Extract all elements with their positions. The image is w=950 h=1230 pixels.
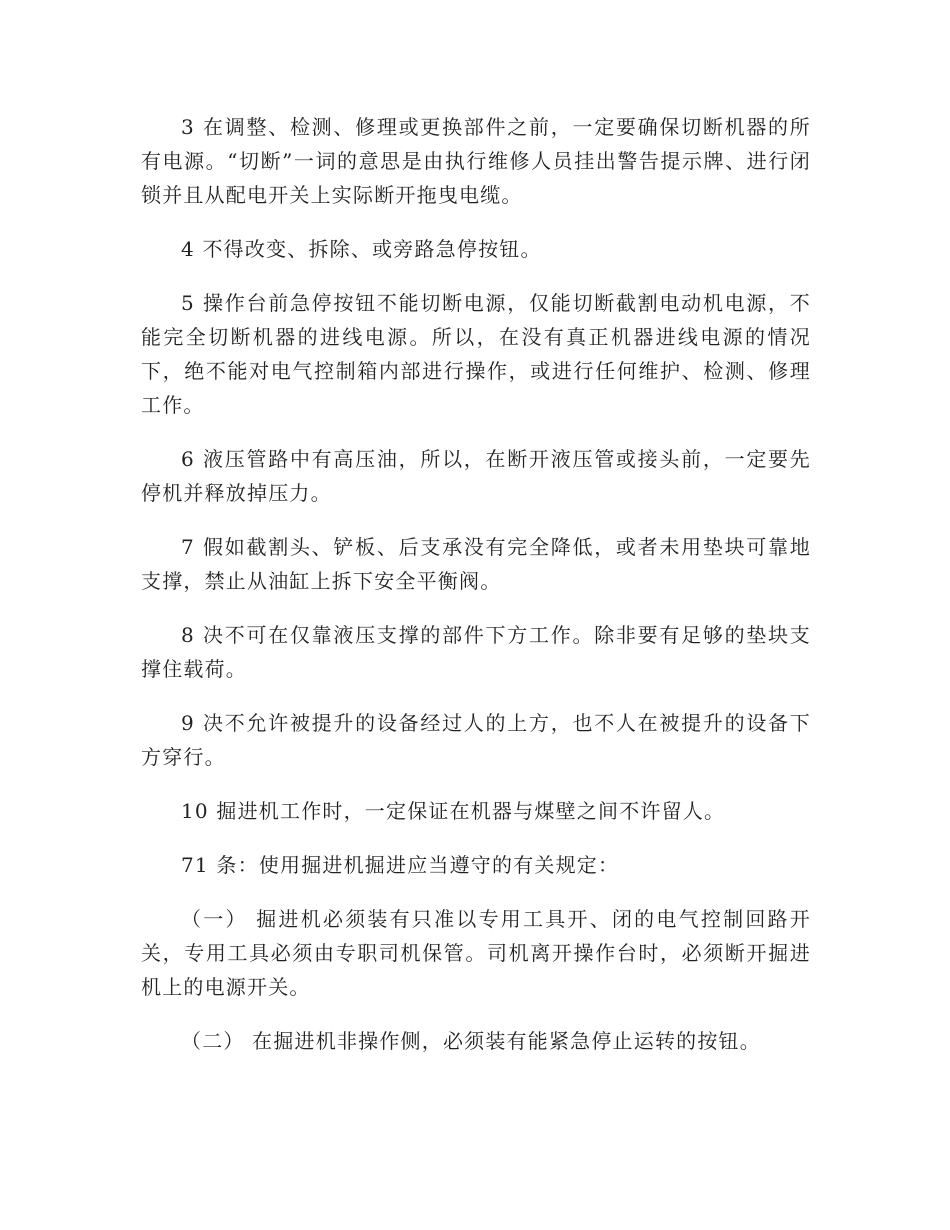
document-body <box>141 110 811 1078</box>
article-71-heading: 71 条：使用掘进机掘进应当遵守的有关规定： <box>181 853 620 877</box>
paragraph-item-3: 3 在调整、检测、修理或更换部件之前，一定要确保切断机器的所有电源。“切断”一词的意思是由执行维修人员挂出警告提示牌、进行闭锁并且从配电开关上实际断开拖曳电缆。 <box>141 115 811 207</box>
paragraph-item-9: 9 决不允许被提升的设备经过人的上方，也不人在被提升的设备下方穿行。 <box>141 711 811 769</box>
paragraph-item-10: 10 掘进机工作时，一定保证在机器与煤壁之间不许留人。 <box>181 799 726 823</box>
paragraph-item-5: 5 操作台前急停按钮不能切断电源，仅能切断截割电动机电源，不能完全切断机器的进线电源。所以，在没有真正机器进线电源的情况下，绝不能对电气控制箱内部进行操作，或进行任何维护、检测、修理工作。 <box>141 291 811 417</box>
paragraph-item-7: 7 假如截割头、铲板、后支承没有完全降低，或者未用垫块可靠地支撑，禁止从油缸上拆下安全平衡阀。 <box>141 535 811 593</box>
paragraph-item-4: 4 不得改变、拆除、或旁路急停按钮。 <box>181 237 542 261</box>
paragraph-item-8: 8 决不可在仅靠液压支撑的部件下方工作。除非要有足够的垫块支撑住载荷。 <box>141 623 811 681</box>
clause-2: （二） 在掘进机非操作侧，必须装有能紧急停止运转的按钮。 <box>181 1029 761 1053</box>
clause-1: （一） 掘进机必须装有只准以专用工具开、闭的电气控制回路开关，专用工具必须由专职司机保管。司机离开操作台时，必须断开掘进机上的电源开关。 <box>141 907 811 999</box>
paragraph-item-6: 6 液压管路中有高压油，所以，在断开液压管或接头前，一定要先停机并释放掉压力。 <box>141 447 811 505</box>
